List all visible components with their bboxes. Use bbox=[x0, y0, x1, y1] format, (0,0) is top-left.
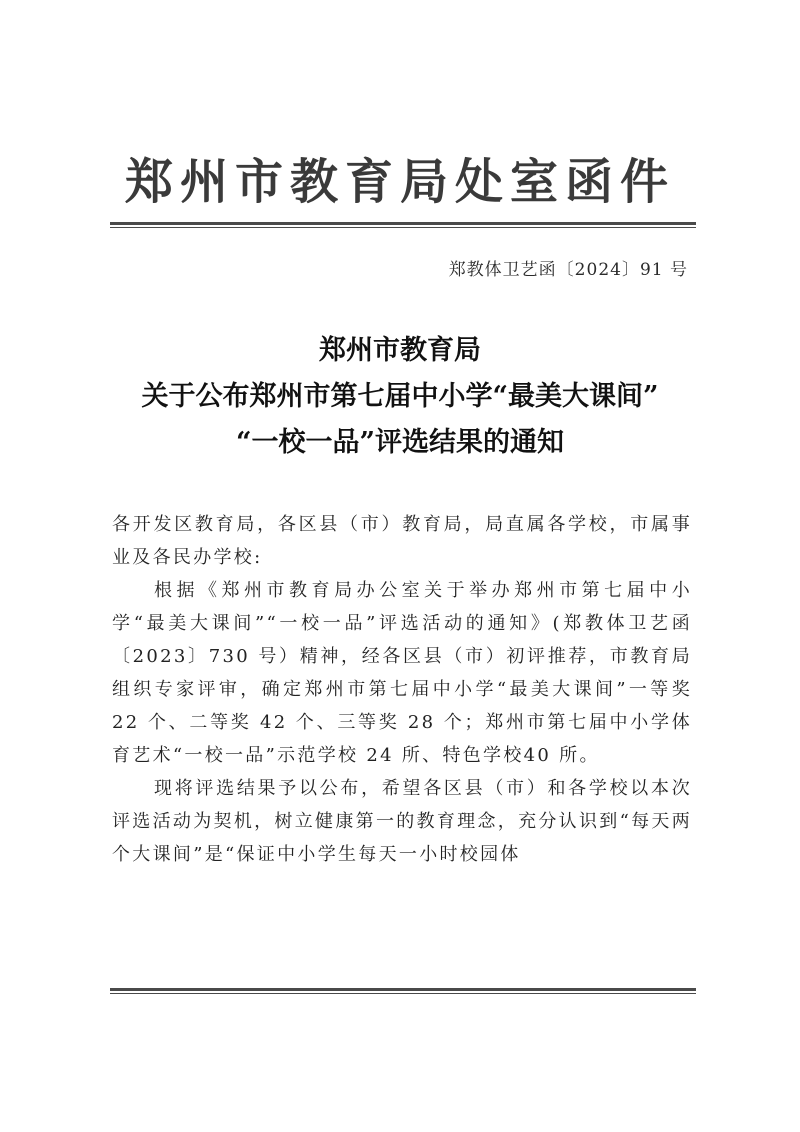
masthead-title: 郑州市教育局处室函件 bbox=[124, 154, 675, 210]
notice-title bbox=[100, 328, 700, 466]
document-number: 郑教体卫艺函〔2024〕91 号 bbox=[448, 260, 688, 280]
title-line-1: 郑州市教育局 bbox=[319, 335, 481, 366]
title-line-2: 关于公布郑州市第七届中小学“最美大课间” bbox=[141, 381, 659, 412]
paragraph-1: 根据《郑州市教育局办公室关于举办郑州市第七届中小学“最美大课间”“一校一品”评选活动的通知》(郑教体卫艺函〔2023〕730 号）精神，经各区县（市）初评推荐，市教育局组织专家评审，确定郑州市第七届中小学“最美大课间”一等奖 22 个、二等奖 42 个、三等奖 28 个；郑州市第七届中小学体育艺术“一校一品”示范学校 24 所、特色学校40 所。 bbox=[112, 580, 692, 766]
paragraph-2: 现将评选结果予以公布，希望各区县（市）和各学校以本次评选活动为契机，树立健康第一的教育理念，充分认识到“每天两个大课间”是“保证中小学生每天一小时校园体 bbox=[112, 778, 692, 865]
salutation: 各开发区教育局，各区县（市）教育局，局直属各学校，市属事业及各民办学校: bbox=[112, 514, 692, 568]
title-line-3: “一校一品”评选结果的通知 bbox=[235, 427, 565, 458]
notice-body bbox=[112, 508, 692, 871]
